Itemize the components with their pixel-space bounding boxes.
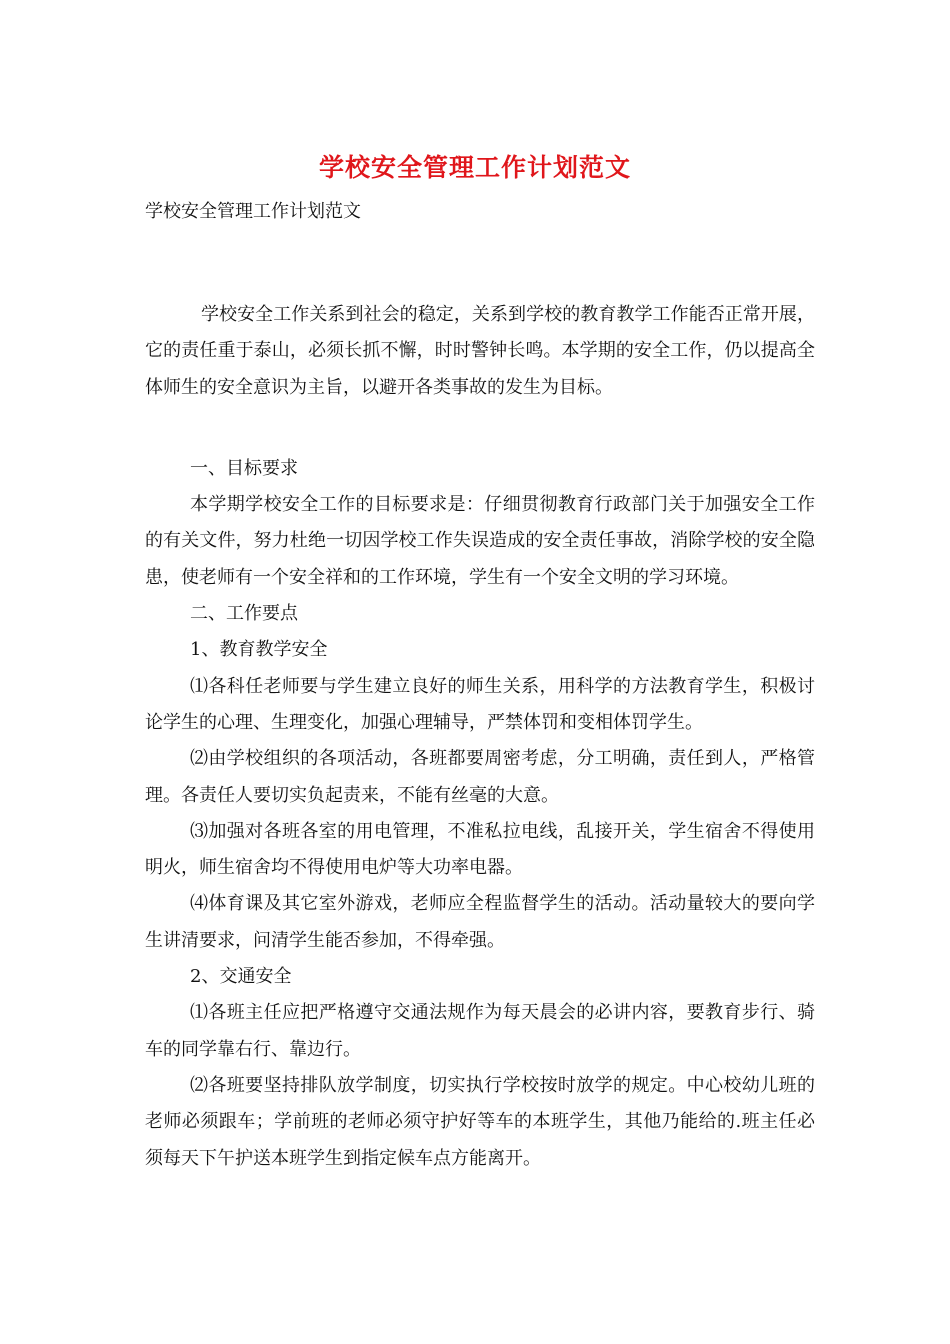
document-title: 学校安全管理工作计划范文 <box>318 153 631 182</box>
list-item: ⑵各班要坚持排队放学制度，切实执行学校按时放学的规定。中心校幼儿班的老师必须跟车；学前班的老师必须守护好等车的本班学生，其他乃能给的.班主任必须每天下午护送本班学生到指定候车点方能离开。 <box>145 1074 815 1169</box>
goals-paragraph: 本学期学校安全工作的目标要求是：仔细贯彻教育行政部门关于加强安全工作的有关文件，努力杜绝一切因学校工作失误造成的安全责任事故，消除学校的安全隐患，使老师有一个安全祥和的工作环境，学生有一个安全文明的学习环境。 <box>145 494 815 588</box>
subsection-heading-traffic-safety: 2、交通安全 <box>190 966 292 988</box>
document-subtitle: 学校安全管理工作计划范文 <box>145 201 361 222</box>
list-item: ⑴各科任老师要与学生建立良好的师生关系，用科学的方法教育学生，积极讨论学生的心理、生理变化，加强心理辅导，严禁体罚和变相体罚学生。 <box>145 675 815 733</box>
list-item: ⑷体育课及其它室外游戏，老师应全程监督学生的活动。活动量较大的要向学生讲清要求，问清学生能否参加，不得牵强。 <box>145 893 815 951</box>
list-item: ⑵由学校组织的各项活动，各班都要周密考虑，分工明确，责任到人，严格管理。各责任人要切实负起责来，不能有丝毫的大意。 <box>145 748 815 806</box>
intro-paragraph: 学校安全工作关系到社会的稳定，关系到学校的教育教学工作能否正常开展，它的责任重于泰山，必须长抓不懈，时时警钟长鸣。本学期的安全工作，仍以提高全体师生的安全意识为主旨，以避开各类事故的发生为目标。 <box>145 304 815 398</box>
list-item: ⑶加强对各班各室的用电管理，不准私拉电线，乱接开关，学生宿舍不得使用明火，师生宿舍均不得使用电炉等大功率电器。 <box>145 820 815 879</box>
section-heading-goals: 一、目标要求 <box>190 457 298 479</box>
paragraph-gap <box>145 406 815 451</box>
list-item: ⑴各班主任应把严格遵守交通法规作为每天晨会的必讲内容，要教育步行、骑车的同学靠右行、靠边行。 <box>145 1002 815 1060</box>
section-heading-work-points: 二、工作要点 <box>190 603 298 625</box>
document-body <box>145 297 815 1177</box>
subsection-heading-teaching-safety: 1、教育教学安全 <box>190 639 328 661</box>
